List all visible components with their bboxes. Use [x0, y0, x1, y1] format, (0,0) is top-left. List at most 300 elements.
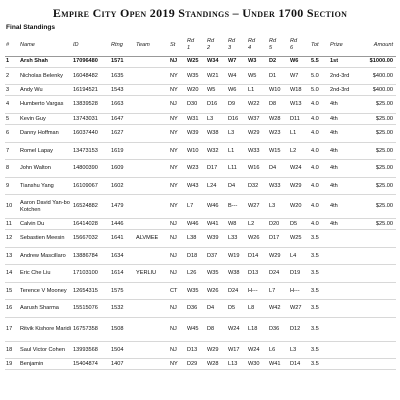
column-header-total: [310, 34, 329, 56]
cell-rd5: W41: [268, 359, 289, 370]
cell-prize: 4th: [329, 219, 360, 230]
cell-state: NJ: [169, 96, 186, 114]
cell-name: Humberto Vargas: [19, 96, 72, 114]
cell-rd4: W26: [247, 230, 268, 248]
cell-rating: 1602: [110, 177, 135, 195]
column-header-rank: [5, 34, 19, 56]
column-header-text: Prize: [330, 41, 343, 48]
cell-rd3: W7: [227, 56, 247, 67]
page-title: Empire City Open 2019 Standings – Under 1700 Section: [52, 6, 348, 20]
cell-rd4: L1: [247, 85, 268, 96]
cell-id: 16037440: [72, 125, 110, 143]
section-heading: Final Standings: [6, 24, 56, 31]
cell-id: 13886784: [72, 247, 110, 265]
cell-prize: 4th: [329, 113, 360, 124]
column-header-rd2: [206, 34, 227, 56]
cell-rd6: W18: [289, 85, 310, 96]
cell-name: Terence V Mooney: [19, 282, 72, 300]
cell-total: 3.5: [310, 359, 329, 370]
column-header-text: Rd: [248, 38, 256, 45]
cell-rating: 1571: [110, 56, 135, 67]
cell-name: Tianshu Yang: [19, 177, 72, 195]
cell-amount: $400.00: [360, 67, 396, 85]
cell-state: NY: [169, 85, 186, 96]
cell-rank: 19: [5, 359, 19, 370]
cell-amount: $25.00: [360, 160, 396, 178]
cell-rd2: W38: [206, 125, 227, 143]
cell-rating: 1641: [110, 230, 135, 248]
table-row: [5, 265, 396, 283]
column-header-text: Team: [136, 41, 150, 48]
column-header-rd5: [268, 34, 289, 56]
cell-amount: $25.00: [360, 125, 396, 143]
cell-rd1: W35: [186, 282, 206, 300]
table-body: [5, 56, 396, 370]
cell-rd5: W10: [268, 85, 289, 96]
column-header-text: 5: [269, 44, 273, 51]
cell-team: [135, 85, 169, 96]
cell-id: 16109067: [72, 177, 110, 195]
cell-rd3: D5: [227, 300, 247, 318]
cell-rd3: W6: [227, 85, 247, 96]
cell-id: 17096480: [72, 56, 110, 67]
cell-state: NJ: [169, 230, 186, 248]
cell-name: Eric Che Liu: [19, 265, 72, 283]
cell-rank: 7: [5, 142, 19, 160]
cell-state: NJ: [169, 56, 186, 67]
column-header-text: #: [6, 41, 10, 48]
cell-rd2: W46: [206, 195, 227, 219]
cell-rd5: L3: [268, 195, 289, 219]
cell-rank: 1: [5, 56, 19, 67]
cell-prize: [329, 359, 360, 370]
cell-rd2: W39: [206, 230, 227, 248]
table-row: [5, 195, 396, 219]
table-row: [5, 142, 396, 160]
cell-state: NJ: [169, 247, 186, 265]
cell-rank: 6: [5, 125, 19, 143]
cell-name: Calvin Du: [19, 219, 72, 230]
cell-rank: 2: [5, 67, 19, 85]
cell-rd1: D30: [186, 96, 206, 114]
cell-rank: 16: [5, 300, 19, 318]
cell-team: [135, 177, 169, 195]
cell-rd3: L13: [227, 359, 247, 370]
cell-rd6: W20: [289, 195, 310, 219]
cell-name: Aarush Sharma: [19, 300, 72, 318]
cell-amount: $1000.00: [360, 56, 396, 67]
cell-rd1: W46: [186, 219, 206, 230]
cell-total: 3.5: [310, 265, 329, 283]
cell-rank: 17: [5, 317, 19, 341]
cell-amount: [360, 300, 396, 318]
cell-name: Andy Wu: [19, 85, 72, 96]
table-row: [5, 230, 396, 248]
cell-rd1: L38: [186, 230, 206, 248]
cell-rd4: L18: [247, 317, 268, 341]
cell-rating: 1532: [110, 300, 135, 318]
cell-name: John Walton: [19, 160, 72, 178]
column-header-name: [19, 34, 72, 56]
cell-rd6: W27: [289, 300, 310, 318]
cell-id: 12654315: [72, 282, 110, 300]
column-header-text: 3: [228, 44, 232, 51]
cell-state: NY: [169, 113, 186, 124]
cell-rd5: D17: [268, 230, 289, 248]
cell-rd6: D12: [289, 317, 310, 341]
cell-amount: [360, 247, 396, 265]
column-header-text: 6: [290, 44, 294, 51]
cell-team: [135, 317, 169, 341]
cell-name: Romel Lapay: [19, 142, 72, 160]
cell-rd3: W4: [227, 67, 247, 85]
cell-rd6: D19: [289, 265, 310, 283]
table-row: [5, 96, 396, 114]
table-row: [5, 359, 396, 370]
cell-state: NJ: [169, 219, 186, 230]
cell-rd4: H---: [247, 282, 268, 300]
cell-rd5: D24: [268, 265, 289, 283]
column-header-rating: [110, 34, 135, 56]
cell-team: [135, 113, 169, 124]
cell-rd2: W34: [206, 56, 227, 67]
cell-total: 3.5: [310, 247, 329, 265]
cell-rank: 11: [5, 219, 19, 230]
table-row: [5, 282, 396, 300]
cell-total: 4.0: [310, 160, 329, 178]
cell-rd6: L3: [289, 341, 310, 359]
cell-rd2: W28: [206, 359, 227, 370]
cell-rd2: W21: [206, 67, 227, 85]
column-header-text: St: [170, 41, 176, 48]
cell-rd1: W23: [186, 160, 206, 178]
cell-id: 16757358: [72, 317, 110, 341]
cell-name: Nicholas Belenky: [19, 67, 72, 85]
cell-team: ALVMEE: [135, 230, 169, 248]
cell-prize: [329, 341, 360, 359]
cell-rating: 1407: [110, 359, 135, 370]
cell-rd6: W7: [289, 67, 310, 85]
cell-total: 5.5: [310, 56, 329, 67]
cell-rd1: D13: [186, 341, 206, 359]
cell-prize: 1st: [329, 56, 360, 67]
cell-rd5: D8: [268, 96, 289, 114]
cell-id: 15404874: [72, 359, 110, 370]
cell-rd1: D29: [186, 359, 206, 370]
cell-rd5: D2: [268, 56, 289, 67]
cell-state: NJ: [169, 317, 186, 341]
cell-rd4: W22: [247, 96, 268, 114]
cell-total: 3.5: [310, 341, 329, 359]
cell-rd6: W13: [289, 96, 310, 114]
cell-total: 3.5: [310, 317, 329, 341]
cell-rd5: W15: [268, 142, 289, 160]
cell-rd3: W8: [227, 219, 247, 230]
cell-team: YERLIU: [135, 265, 169, 283]
cell-rd2: W41: [206, 219, 227, 230]
cell-prize: [329, 282, 360, 300]
cell-rd2: W26: [206, 282, 227, 300]
cell-total: 5.0: [310, 85, 329, 96]
cell-rd2: D17: [206, 160, 227, 178]
column-header-text: Name: [20, 41, 35, 48]
cell-name: Andrew Mascillaro: [19, 247, 72, 265]
cell-rating: 1619: [110, 142, 135, 160]
column-header-text: ID: [73, 41, 79, 48]
cell-rd4: W24: [247, 341, 268, 359]
cell-amount: $25.00: [360, 113, 396, 124]
table-row: [5, 247, 396, 265]
cell-prize: [329, 230, 360, 248]
column-header-state: [169, 34, 186, 56]
cell-rd6: H---: [289, 282, 310, 300]
cell-id: 14800390: [72, 160, 110, 178]
cell-amount: [360, 265, 396, 283]
cell-prize: 4th: [329, 142, 360, 160]
cell-amount: $25.00: [360, 142, 396, 160]
cell-id: 16524882: [72, 195, 110, 219]
cell-total: 4.0: [310, 125, 329, 143]
cell-rd6: D5: [289, 219, 310, 230]
cell-rating: 1543: [110, 85, 135, 96]
cell-amount: $25.00: [360, 177, 396, 195]
cell-rd6: L2: [289, 142, 310, 160]
cell-rd3: D9: [227, 96, 247, 114]
cell-rank: 13: [5, 247, 19, 265]
cell-rd4: W33: [247, 142, 268, 160]
cell-rd3: L33: [227, 230, 247, 248]
cell-amount: [360, 282, 396, 300]
cell-rating: 1663: [110, 96, 135, 114]
cell-prize: [329, 300, 360, 318]
cell-amount: [360, 317, 396, 341]
cell-rd4: D32: [247, 177, 268, 195]
cell-team: [135, 195, 169, 219]
standings-table: [5, 34, 396, 370]
cell-rd3: L1: [227, 142, 247, 160]
cell-total: 4.0: [310, 195, 329, 219]
cell-team: [135, 359, 169, 370]
cell-rd5: W28: [268, 113, 289, 124]
cell-team: [135, 142, 169, 160]
cell-rd5: L7: [268, 282, 289, 300]
cell-total: 4.0: [310, 142, 329, 160]
cell-rank: 12: [5, 230, 19, 248]
cell-id: 17103100: [72, 265, 110, 283]
cell-prize: 2nd-3rd: [329, 67, 360, 85]
cell-rd1: W25: [186, 56, 206, 67]
column-header-text: Rd: [290, 38, 298, 45]
cell-rd4: W27: [247, 195, 268, 219]
cell-rd4: W37: [247, 113, 268, 124]
cell-rating: 1504: [110, 341, 135, 359]
cell-total: 4.0: [310, 113, 329, 124]
cell-rating: 1614: [110, 265, 135, 283]
cell-rating: 1575: [110, 282, 135, 300]
cell-rd3: D24: [227, 282, 247, 300]
cell-prize: 4th: [329, 96, 360, 114]
cell-state: NY: [169, 160, 186, 178]
table-row: [5, 219, 396, 230]
cell-rd5: D1: [268, 67, 289, 85]
cell-team: [135, 125, 169, 143]
cell-id: 16414028: [72, 219, 110, 230]
cell-team: [135, 282, 169, 300]
cell-rd3: B---: [227, 195, 247, 219]
cell-rd5: W42: [268, 300, 289, 318]
table-row: [5, 67, 396, 85]
cell-rd3: L11: [227, 160, 247, 178]
cell-rd1: W35: [186, 67, 206, 85]
cell-rd6: L4: [289, 247, 310, 265]
cell-rd4: W29: [247, 125, 268, 143]
table-row: [5, 56, 396, 67]
cell-team: [135, 96, 169, 114]
cell-state: NJ: [169, 300, 186, 318]
cell-rating: 1479: [110, 195, 135, 219]
cell-rd3: W38: [227, 265, 247, 283]
cell-rating: 1446: [110, 219, 135, 230]
cell-rd1: D36: [186, 300, 206, 318]
cell-rank: 10: [5, 195, 19, 219]
column-header-text: Rd: [228, 38, 236, 45]
cell-rd3: D4: [227, 177, 247, 195]
cell-team: [135, 56, 169, 67]
column-header-rd3: [227, 34, 247, 56]
cell-rd3: W19: [227, 247, 247, 265]
column-header-prize: [329, 34, 360, 56]
cell-rd4: W5: [247, 67, 268, 85]
cell-name: Sebastien Meesin: [19, 230, 72, 248]
cell-team: [135, 341, 169, 359]
cell-rank: 14: [5, 265, 19, 283]
column-header-rd6: [289, 34, 310, 56]
cell-state: NY: [169, 142, 186, 160]
cell-total: 4.0: [310, 96, 329, 114]
cell-rd2: L3: [206, 113, 227, 124]
table-row: [5, 177, 396, 195]
cell-rank: 4: [5, 96, 19, 114]
cell-amount: [360, 359, 396, 370]
cell-rd3: L3: [227, 125, 247, 143]
column-header-text: 1: [187, 44, 191, 51]
cell-rank: 15: [5, 282, 19, 300]
cell-name: Benjamin: [19, 359, 72, 370]
cell-rating: 1635: [110, 67, 135, 85]
column-header-text: 4: [248, 44, 252, 51]
cell-rd6: W6: [289, 56, 310, 67]
cell-prize: 4th: [329, 177, 360, 195]
cell-rd4: D14: [247, 247, 268, 265]
cell-rd1: W31: [186, 113, 206, 124]
table-row: [5, 85, 396, 96]
cell-rd4: W16: [247, 160, 268, 178]
cell-total: 3.5: [310, 300, 329, 318]
table-row: [5, 300, 396, 318]
cell-rd6: D11: [289, 113, 310, 124]
cell-id: 15667032: [72, 230, 110, 248]
cell-name: Ritvik Kishore Maridi: [19, 317, 72, 341]
cell-rd5: W29: [268, 247, 289, 265]
cell-rd2: L24: [206, 177, 227, 195]
cell-rd2: D16: [206, 96, 227, 114]
cell-rd5: D4: [268, 160, 289, 178]
cell-rd4: L2: [247, 219, 268, 230]
table-row: [5, 113, 396, 124]
cell-id: 16194521: [72, 85, 110, 96]
cell-rank: 9: [5, 177, 19, 195]
cell-team: [135, 219, 169, 230]
cell-rd6: D14: [289, 359, 310, 370]
cell-name: Aaron David Yan-bo Kotchen: [19, 195, 72, 219]
cell-state: NY: [169, 177, 186, 195]
cell-rd4: W3: [247, 56, 268, 67]
cell-team: [135, 160, 169, 178]
column-header-text: 2: [207, 44, 211, 51]
cell-rd5: D20: [268, 219, 289, 230]
cell-rd2: W5: [206, 85, 227, 96]
cell-state: NJ: [169, 341, 186, 359]
cell-prize: 2nd-3rd: [329, 85, 360, 96]
cell-rd2: D8: [206, 317, 227, 341]
cell-prize: 4th: [329, 125, 360, 143]
cell-amount: $25.00: [360, 96, 396, 114]
cell-id: 13473153: [72, 142, 110, 160]
cell-amount: $25.00: [360, 219, 396, 230]
cell-rd5: D36: [268, 317, 289, 341]
cell-prize: 4th: [329, 195, 360, 219]
cell-rating: 1508: [110, 317, 135, 341]
column-header-text: Rd: [187, 38, 195, 45]
cell-name: Kevin Guy: [19, 113, 72, 124]
column-header-text: Rd: [207, 38, 215, 45]
cell-rd1: W39: [186, 125, 206, 143]
cell-prize: [329, 247, 360, 265]
cell-rating: 1634: [110, 247, 135, 265]
cell-state: CT: [169, 282, 186, 300]
cell-rank: 5: [5, 113, 19, 124]
column-header-text: Amount: [373, 41, 393, 48]
cell-team: [135, 300, 169, 318]
cell-total: 3.5: [310, 282, 329, 300]
cell-name: Saul Victor Cohen: [19, 341, 72, 359]
cell-id: 15515076: [72, 300, 110, 318]
table-row: [5, 317, 396, 341]
cell-rd4: W30: [247, 359, 268, 370]
cell-total: 5.0: [310, 67, 329, 85]
cell-id: 16048482: [72, 67, 110, 85]
cell-rd1: W10: [186, 142, 206, 160]
cell-team: [135, 67, 169, 85]
cell-rd6: W29: [289, 177, 310, 195]
cell-prize: [329, 317, 360, 341]
cell-total: 3.5: [310, 230, 329, 248]
cell-rd1: D18: [186, 247, 206, 265]
cell-name: Arsh Shah: [19, 56, 72, 67]
cell-rating: 1627: [110, 125, 135, 143]
cell-rd3: W17: [227, 341, 247, 359]
cell-id: 13839528: [72, 96, 110, 114]
cell-rd1: L7: [186, 195, 206, 219]
cell-rd5: W23: [268, 125, 289, 143]
cell-state: NY: [169, 67, 186, 85]
cell-rank: 18: [5, 341, 19, 359]
cell-state: NY: [169, 359, 186, 370]
cell-state: NY: [169, 125, 186, 143]
cell-rank: 8: [5, 160, 19, 178]
cell-amount: [360, 341, 396, 359]
column-header-rd1: [186, 34, 206, 56]
